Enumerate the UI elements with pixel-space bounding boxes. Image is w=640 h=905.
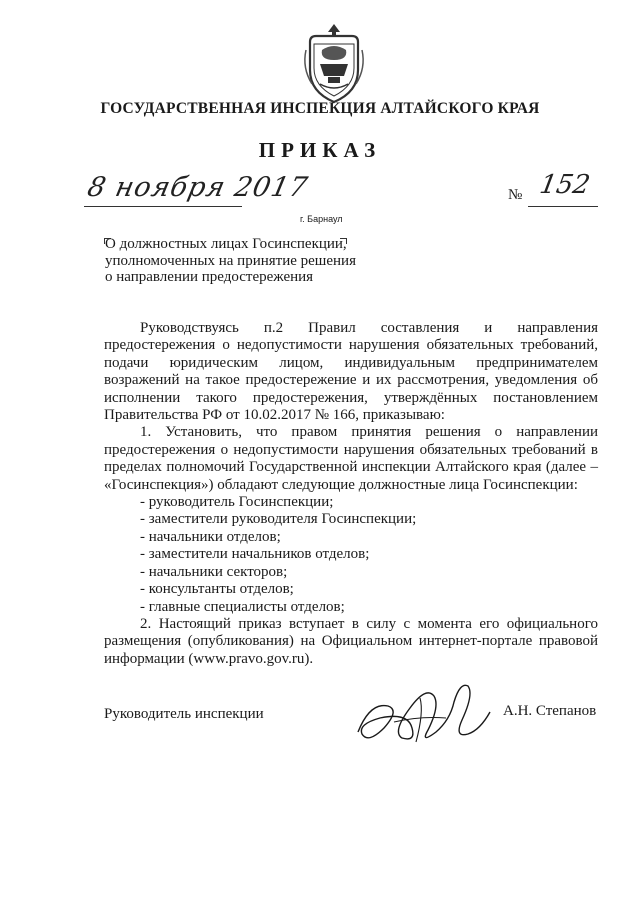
official-item: - консультанты отделов; [140, 581, 294, 598]
official-item: - заместители руководителя Госинспекции; [140, 511, 417, 528]
organization-name: ГОСУДАРСТВЕННАЯ ИНСПЕКЦИЯ АЛТАЙСКОГО КРАЯ [100, 100, 540, 117]
document-type: ПРИКАЗ [258, 138, 382, 162]
altai-krai-coat-of-arms-icon [300, 20, 368, 106]
official-item: - начальники отделов; [140, 528, 281, 545]
order-date: 8 ноября 2017 [84, 172, 311, 203]
official-item: - главные специалисты отделов; [140, 598, 345, 615]
subject [105, 236, 365, 286]
number-underline [528, 206, 598, 207]
order-body [104, 320, 598, 668]
preamble: Руководствуясь п.2 Правил составления и направления предостережения о недопустимости нарушения обязательных требований, подачи юридическим лицом, индивидуальным предпринимателем возражений на такое предостережение и их рассмотрения, уведомления об исполнении такого предостережения, утверждённых постановлением Правительства РФ от 10.02.2017 № 166, приказываю: [104, 320, 598, 424]
subject-line: о направлении предостережения [105, 269, 314, 285]
city: г. Барнаул [300, 214, 343, 224]
date-underline [84, 206, 242, 207]
order-number: 152 [537, 170, 593, 200]
item-2: 2. Настоящий приказ вступает в силу с момента его официального размещения (опубликования) на Официальном интернет-портале правовой информации (www.pravo.gov.ru). [104, 615, 598, 667]
subject-line: О должностных лицах Госинспекции, [105, 236, 347, 252]
official-item: - начальники секторов; [140, 563, 288, 580]
official-item: - заместители начальников отделов; [140, 546, 370, 563]
official-item: - руководитель Госинспекции; [140, 494, 334, 511]
item-1: 1. Установить, что правом принятия решения о направлении предостережения о недопустимости нарушения обязательных требований в пределах полномочий Государственной инспекции Алтайского края (далее – «Госинспекция») обладают следующие должностные лица Госинспекции: [104, 424, 598, 493]
handwritten-signature-icon [350, 672, 500, 752]
subject-line: уполномоченных на принятие решения [105, 252, 356, 269]
signer-title: Руководитель инспекции [104, 706, 264, 722]
signer-name: А.Н. Степанов [503, 703, 597, 719]
number-label: № [508, 187, 523, 203]
